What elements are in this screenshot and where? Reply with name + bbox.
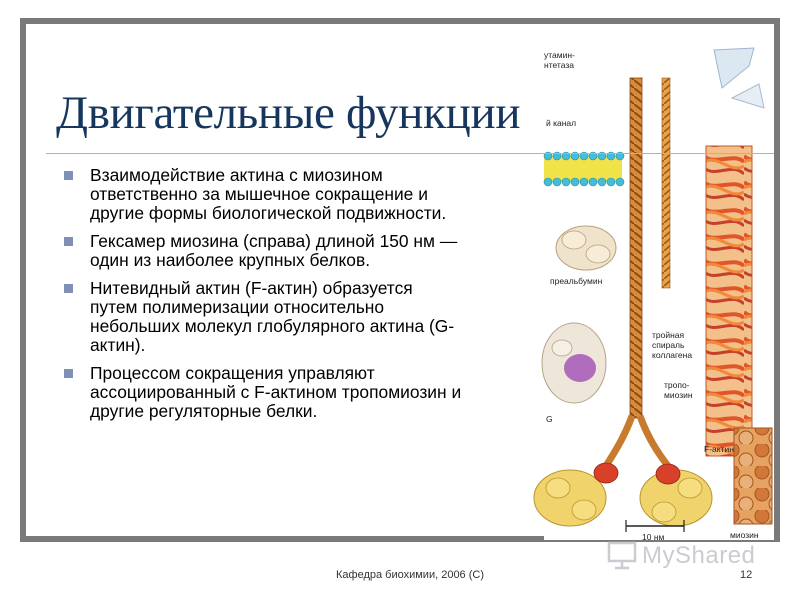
slide-title: Двигательные функции	[56, 87, 521, 139]
square-bullet-icon	[64, 237, 73, 246]
label-scale: 10 нм	[642, 532, 665, 542]
bullet-text: Нитевидный актин (F-актин) образуется путем полимеризации относительно небольших молекул глобулярного актина (G-актин).	[90, 278, 455, 355]
g-actin-protein	[542, 323, 606, 403]
label-f-actin: F-актин	[704, 444, 734, 454]
filament-helix	[662, 78, 670, 288]
bullet-text: Гексамер миозина (справа) длиной 150 нм — один из наиболее крупных белков.	[90, 231, 458, 270]
myosin-tail	[630, 78, 642, 418]
protein-illustration-svg	[544, 48, 774, 540]
myosin-neck-left	[606, 416, 632, 466]
bullet-list	[64, 166, 464, 430]
label-collagen-3: коллагена	[652, 350, 693, 360]
bullet-text: Процессом сокращения управляют ассоциированный с F-актином тропомиозин и другие регуляторные белки.	[90, 363, 462, 421]
footer-page-number: 12	[740, 569, 753, 581]
square-bullet-icon	[64, 369, 73, 378]
label-g-actin: G	[546, 414, 553, 424]
bullet-text: Взаимодействие актина с миозином ответственно за мышечное сокращение и другие формы биологической подвижности.	[90, 165, 447, 223]
label-synthetase-1: утамин-	[544, 50, 575, 60]
square-bullet-icon	[64, 284, 73, 293]
square-bullet-icon	[64, 171, 73, 180]
watermark-text: MyShared	[642, 542, 756, 569]
collagen-triple-helix	[706, 146, 752, 456]
myosin-neck-right	[640, 416, 668, 466]
pale-protein-shape	[714, 48, 754, 88]
label-channel: й канал	[546, 118, 577, 128]
bullet-item	[64, 364, 464, 421]
label-tropomyosin-1: тропо-	[664, 380, 690, 390]
bullet-item	[64, 232, 464, 270]
label-collagen-2: спираль	[652, 340, 685, 350]
f-actin-filament	[734, 428, 772, 524]
bullet-item	[64, 166, 464, 223]
label-tropomyosin-2: миозин	[664, 390, 693, 400]
watermark	[606, 540, 782, 572]
title-divider	[46, 153, 774, 154]
membrane-bilayer	[544, 152, 624, 186]
pale-protein-shape-2	[732, 84, 764, 108]
label-myosin: миозин	[730, 530, 759, 540]
footer-department: Кафедра биохимии, 2006 (С)	[336, 569, 485, 581]
bullet-item	[64, 279, 464, 355]
slide	[26, 24, 774, 542]
label-collagen-1: тройная	[652, 330, 685, 340]
prealbumin-protein	[556, 226, 616, 270]
label-synthetase-2: нтетаза	[544, 60, 574, 70]
label-prealbumin: преальбумин	[550, 276, 603, 286]
protein-illustration	[544, 48, 774, 540]
presentation-board-icon	[606, 540, 640, 570]
myosin-heads	[534, 463, 712, 526]
slide-frame	[20, 18, 780, 542]
